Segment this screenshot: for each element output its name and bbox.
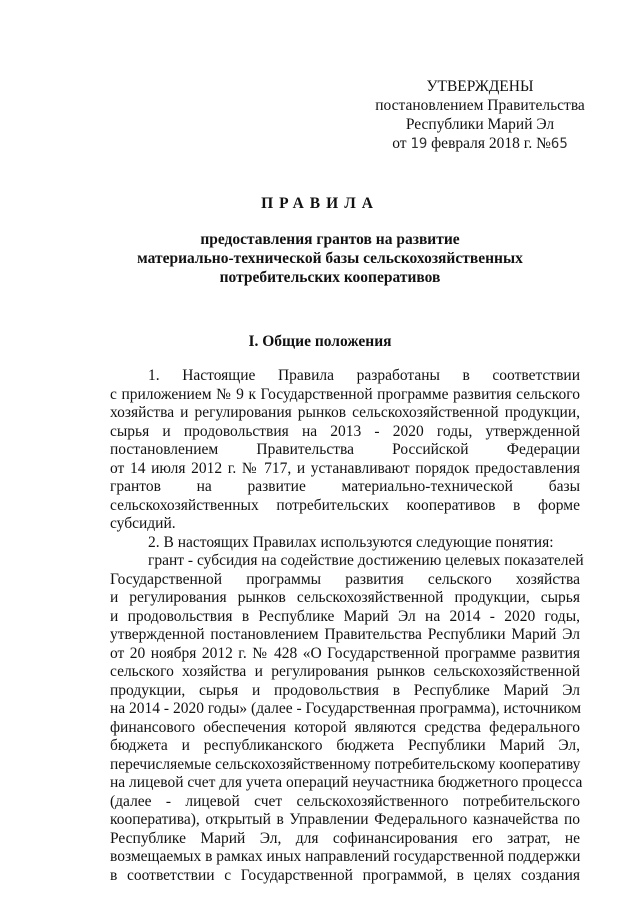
approval-line-2: Республики Марий Эл: [405, 116, 555, 133]
subtitle-line-2: материально-технической базы сельскохозяйственных: [137, 250, 523, 267]
body-line: перечисляемые сельскохозяйственному потребительскому кооперативу: [110, 755, 581, 773]
approval-date-rest: февраля 2018 г. №: [431, 135, 551, 152]
approval-date: [360, 134, 600, 154]
body-line: Республике Марий Эл, для софинансирования его затрат, не: [110, 829, 580, 847]
body-line: продукции, сырья и продовольствия в Республике Марий Эл: [110, 681, 580, 699]
body-line: и продовольствия в Республике Марий Эл на 2014 - 2020 годы,: [110, 607, 580, 625]
approval-stamp: [360, 77, 600, 154]
body-line: 1. Настоящие Правила разработаны в соответствии: [148, 367, 580, 384]
body-line: на 2014 - 2020 годы» (далее - Государственная программа), источником: [110, 700, 582, 717]
body-line: грантов на развитие материально-технической базы: [110, 478, 580, 495]
approval-date-day: 19: [410, 136, 428, 152]
body-line: (далее - лицевой счет сельскохозяйственного потребительского: [110, 792, 580, 810]
approval-date-prefix: от: [392, 135, 407, 152]
body-line: в соответствии с Государственной программой, в целях создания: [110, 866, 580, 884]
body-line: кооператива), открытый в Управлении Федерального казначейства по: [110, 811, 580, 828]
body-line: с приложением № 9 к Государственной программе развития сельского: [110, 385, 580, 403]
body-line: утвержденной постановлением Правительства Республики Марий Эл: [110, 626, 580, 643]
document-title: ПРАВИЛА: [261, 195, 379, 212]
body-line: хозяйства и регулирования рынков сельскохозяйственной продукции,: [110, 404, 580, 421]
body-text: [110, 367, 584, 885]
body-line: 2. В настоящих Правилах используются следующие понятия:: [148, 533, 554, 551]
body-line: сельскохозяйственных потребительских кооперативов в форме: [110, 496, 580, 514]
subtitle-line-3: потребительских кооперативов: [219, 269, 441, 286]
body-line: бюджета и республиканского бюджета Республики Марий Эл,: [110, 737, 580, 754]
body-line: сельского хозяйства и регулирования рынков сельскохозяйственной: [110, 663, 580, 680]
body-line: финансового обеспечения которой являются средства федерального: [110, 718, 580, 736]
body-line: возмещаемых в рамках иных направлений государственной поддержки: [110, 848, 581, 865]
body-line: на лицевой счет для учета операций неучастника бюджетного процесса: [110, 774, 583, 791]
body-line: грант - субсидия на содействие достижению целевых показателей: [148, 552, 584, 569]
approval-doc-number: 65: [550, 136, 568, 152]
body-line: постановлением Правительства Российской Федерации: [110, 441, 580, 458]
section-title: I. Общие положения: [248, 333, 392, 350]
subtitle-line-1: предоставления грантов на развитие: [200, 231, 460, 248]
approval-heading: УТВЕРЖДЕНЫ: [426, 78, 534, 95]
body-line: от 14 июля 2012 г. № 717, и устанавливают порядок предоставления: [110, 459, 580, 477]
approval-line-1: постановлением Правительства: [375, 97, 585, 114]
body-line: от 20 ноября 2012 г. № 428 «О Государственной программе развития: [110, 644, 580, 662]
body-line: Государственной программы развития сельского хозяйства: [110, 570, 580, 588]
document-subtitle: [110, 230, 550, 287]
body-line: субсидий.: [110, 515, 176, 532]
body-line: сырья и продовольствия на 2013 - 2020 годы, утвержденной: [110, 422, 580, 440]
body-line: и регулирования рынков сельскохозяйственной продукции, сырья: [110, 589, 580, 606]
